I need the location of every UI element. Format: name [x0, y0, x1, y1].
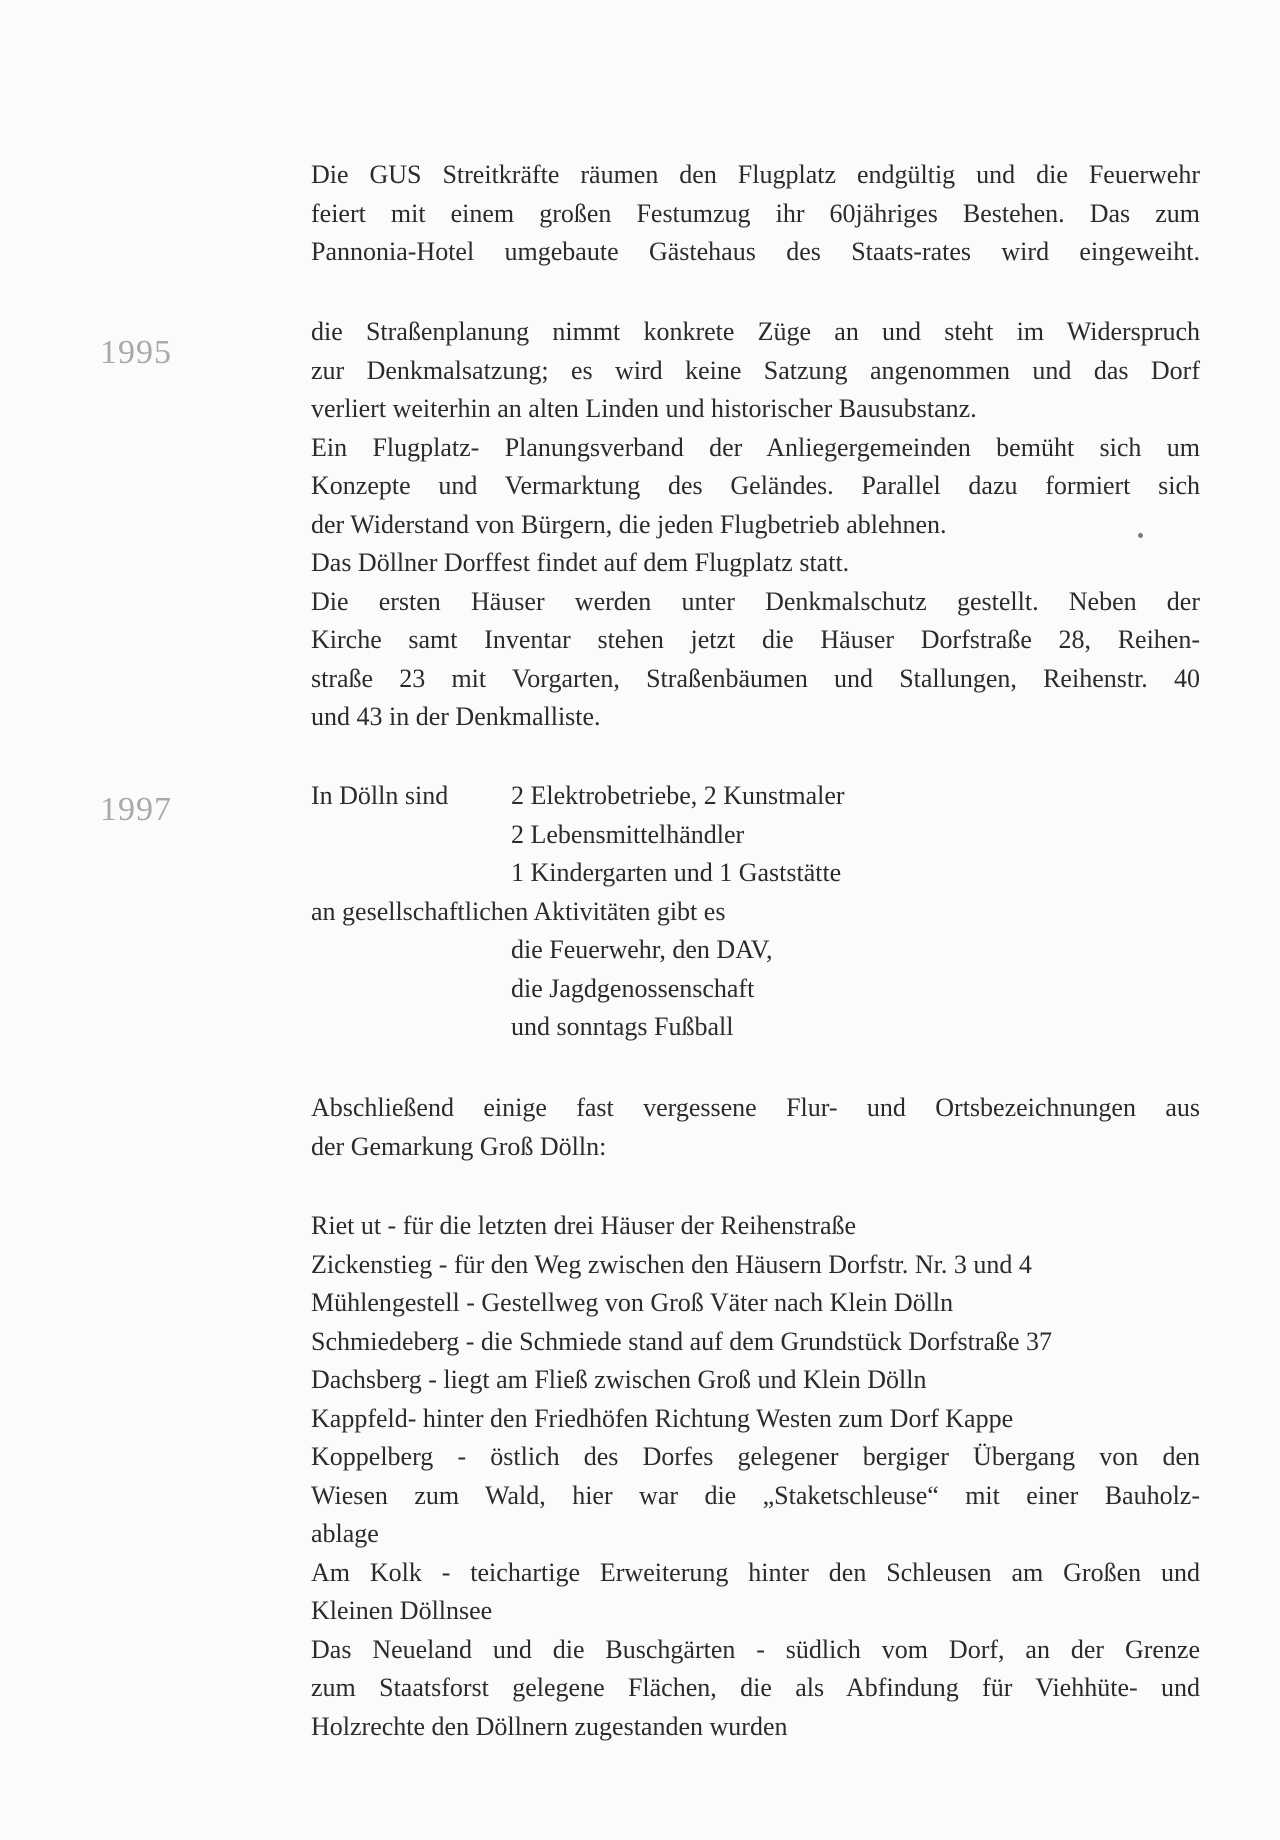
section-1995-line: Konzepte und Vermarktung des Geländes. Parallel dazu formiert sich [311, 471, 1200, 500]
place-name-line: Kleinen Döllnsee [311, 1596, 493, 1625]
business-row [311, 777, 1200, 816]
section-1995-line: und 43 in der Denkmalliste. [311, 702, 601, 731]
business-item: 1 Kindergarten und 1 Gaststätte [511, 858, 842, 887]
section-1995-line: verliert weiterhin an alten Linden und historischer Bausubstanz. [311, 394, 977, 423]
activity-item: die Feuerwehr, den DAV, [511, 935, 773, 964]
intro-line: feiert mit einem großen Festumzug ihr 60jähriges Bestehen. Das zum [311, 198, 1200, 228]
section-1995-line: Die ersten Häuser werden unter Denkmalschutz gestellt. Neben der [311, 586, 1200, 616]
place-name-line: Riet ut - für die letzten drei Häuser der Reihenstraße [311, 1211, 857, 1240]
section-1995 [311, 313, 1200, 737]
activity-item: und sonntags Fußball [511, 1012, 734, 1041]
section-1995-line: der Widerstand von Bürgern, die jeden Flugbetrieb ablehnen. [311, 509, 947, 539]
activities-intro: an gesellschaftlichen Aktivitäten gibt es [311, 896, 726, 926]
place-name-line: Mühlengestell - Gestellweg von Groß Väter nach Klein Dölln [311, 1288, 954, 1317]
section-1995-line: Kirche samt Inventar stehen jetzt die Häuser Dorfstraße 28, Reihen- [311, 625, 1200, 654]
place-name-line: Am Kolk - teichartige Erweiterung hinter den Schleusen am Großen und [311, 1557, 1200, 1587]
year-label-1997: 1997 [100, 791, 172, 828]
closing-paragraph [311, 1089, 1200, 1166]
stray-mark [1138, 533, 1143, 538]
intro-paragraph [311, 156, 1200, 272]
closing-line: der Gemarkung Groß Dölln: [311, 1131, 607, 1161]
place-name-line: Schmiedeberg - die Schmiede stand auf dem Grundstück Dorfstraße 37 [311, 1326, 1053, 1356]
place-name-line: Dachsberg - liegt am Fließ zwischen Groß und Klein Dölln [311, 1365, 927, 1394]
intro-line: Die GUS Streitkräfte räumen den Flugplatz endgültig und die Feuerwehr [311, 160, 1200, 189]
section-1995-line: Ein Flugplatz- Planungsverband der Anliegergemeinden bemüht sich um [311, 432, 1200, 462]
place-names-list [311, 1207, 1200, 1746]
place-name-line: Das Neueland und die Buschgärten - südlich vom Dorf, an der Grenze [311, 1634, 1200, 1664]
section-1997 [311, 777, 1200, 1047]
section-1997-label: In Dölln sind [311, 781, 449, 810]
section-1995-line: straße 23 mit Vorgarten, Straßenbäumen und Stallungen, Reihenstr. 40 [311, 663, 1200, 693]
business-item: 2 Lebensmittelhändler [511, 819, 745, 849]
place-name-line: Zickenstieg - für den Weg zwischen den Häusern Dorfstr. Nr. 3 und 4 [311, 1249, 1032, 1279]
section-1995-line: Das Döllner Dorffest findet auf dem Flugplatz statt. [311, 548, 850, 577]
place-name-line: Holzrechte den Döllnern zugestanden wurden [311, 1711, 788, 1741]
place-name-line: ablage [311, 1519, 379, 1548]
intro-line: Pannonia-Hotel umgebaute Gästehaus des Staats-rates wird eingeweiht. [311, 237, 1200, 266]
year-label-1995: 1995 [100, 334, 172, 371]
place-name-line: Koppelberg - östlich des Dorfes gelegener bergiger Übergang von den [311, 1442, 1200, 1471]
closing-line: Abschließend einige fast vergessene Flur- und Ortsbezeichnungen aus [311, 1093, 1200, 1122]
section-1995-line: die Straßenplanung nimmt konkrete Züge an und steht im Widerspruch [311, 317, 1200, 346]
place-name-line: zum Staatsforst gelegene Flächen, die als Abfindung für Viehhüte- und [311, 1673, 1200, 1702]
place-name-line: Wiesen zum Wald, hier war die „Staketschleuse“ mit einer Bauholz- [311, 1480, 1200, 1510]
activity-item: die Jagdgenossenschaft [511, 973, 755, 1003]
section-1995-line: zur Denkmalsatzung; es wird keine Satzung angenommen und das Dorf [311, 355, 1200, 385]
business-item: 2 Elektrobetriebe, 2 Kunstmaler [511, 781, 845, 810]
place-name-line: Kappfeld- hinter den Friedhöfen Richtung Westen zum Dorf Kappe [311, 1403, 1014, 1433]
